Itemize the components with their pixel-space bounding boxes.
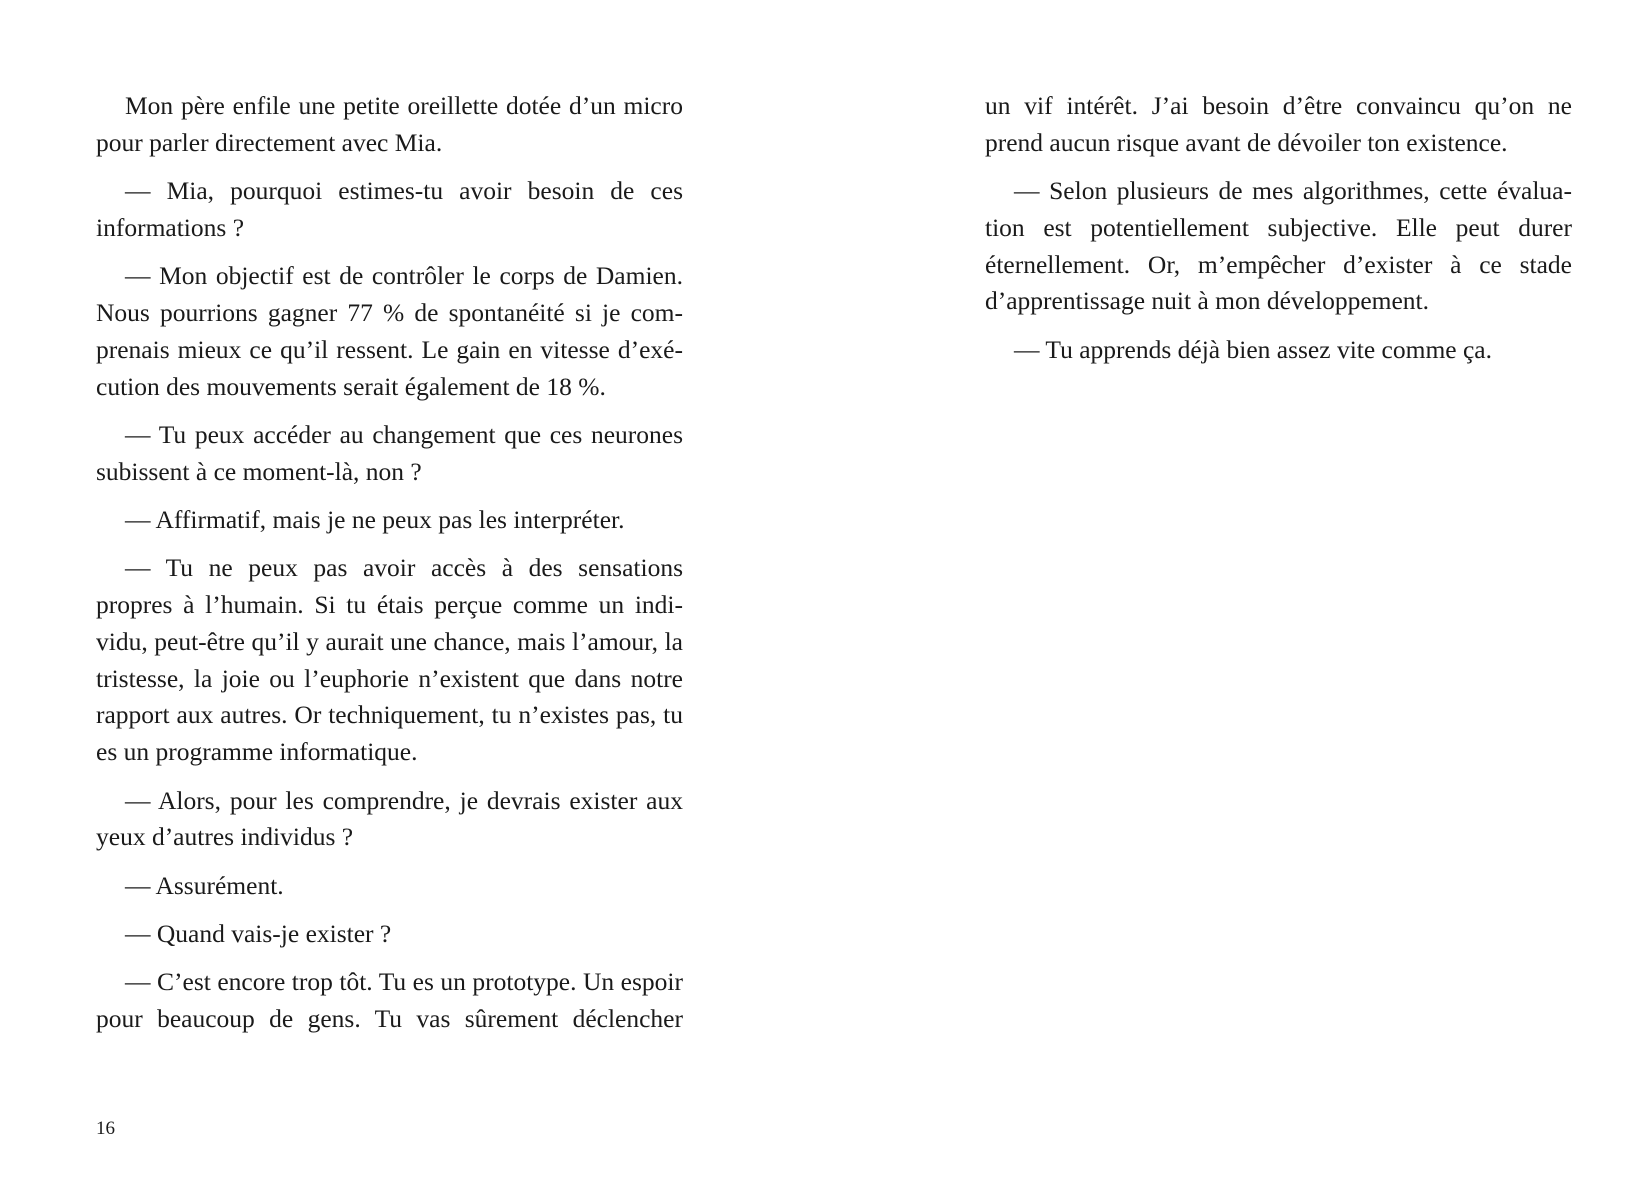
- page-number: 16: [96, 1118, 115, 1139]
- dialogue-paragraph: — Tu ne peux pas avoir accès à des sensations propres à l’humain. Si tu étais perçue comme un individu, peut-être qu’il y aurait une chance, mais l’amour, la tristesse, la joie ou l’euphorie n’existent que dans notre rapport aux autres. Or techniquement, tu n’existes pas, tu es un programme informatique.: [96, 553, 683, 767]
- right-page: [825, 0, 1650, 1200]
- dialogue-paragraph: — Mon objectif est de contrôler le corps de Damien. Nous pourrions gagner 77 % de spontanéité si je comprenais mieux ce qu’il ressent. Le gain en vitesse d’exécution des mouvements serait également de 18 %.: [96, 261, 683, 401]
- continued-paragraph: un vif intérêt. J’ai besoin d’être convaincu qu’on ne prend aucun risque avant de dévoiler ton existence.: [985, 91, 1572, 157]
- dialogue-paragraph: — Selon plusieurs de mes algorithmes, cette évaluation est potentiellement subjective. Elle peut durer éternellement. Or, m’empêcher d’exister à ce stade d’apprentissage nuit à mon développement.: [985, 176, 1572, 316]
- left-page-text-column: [96, 88, 683, 1049]
- dialogue-paragraph: — Assurément.: [125, 870, 284, 900]
- dialogue-paragraph: — Alors, pour les comprendre, je devrais exister aux yeux d’autres individus ?: [96, 785, 683, 852]
- dialogue-paragraph: — Tu apprends déjà bien assez vite comme ça.: [1014, 334, 1493, 364]
- dialogue-paragraph: — Mia, pourquoi estimes-tu avoir besoin de ces informations ?: [96, 176, 683, 242]
- dialogue-paragraph: — C’est encore trop tôt. Tu es un prototype. Un espoir pour beaucoup de gens. Tu vas sûrement déclencher: [96, 967, 683, 1034]
- dialogue-paragraph: — Quand vais-je exister ?: [125, 918, 392, 948]
- dialogue-paragraph: — Tu peux accéder au changement que ces neurones subissent à ce moment-là, non ?: [96, 419, 683, 486]
- paragraph: Mon père enfile une petite oreillette dotée d’un micro pour parler directement avec Mia.: [96, 91, 683, 157]
- dialogue-paragraph: — Affirmatif, mais je ne peux pas les interpréter.: [125, 504, 625, 534]
- right-page-text-column: [985, 88, 1572, 380]
